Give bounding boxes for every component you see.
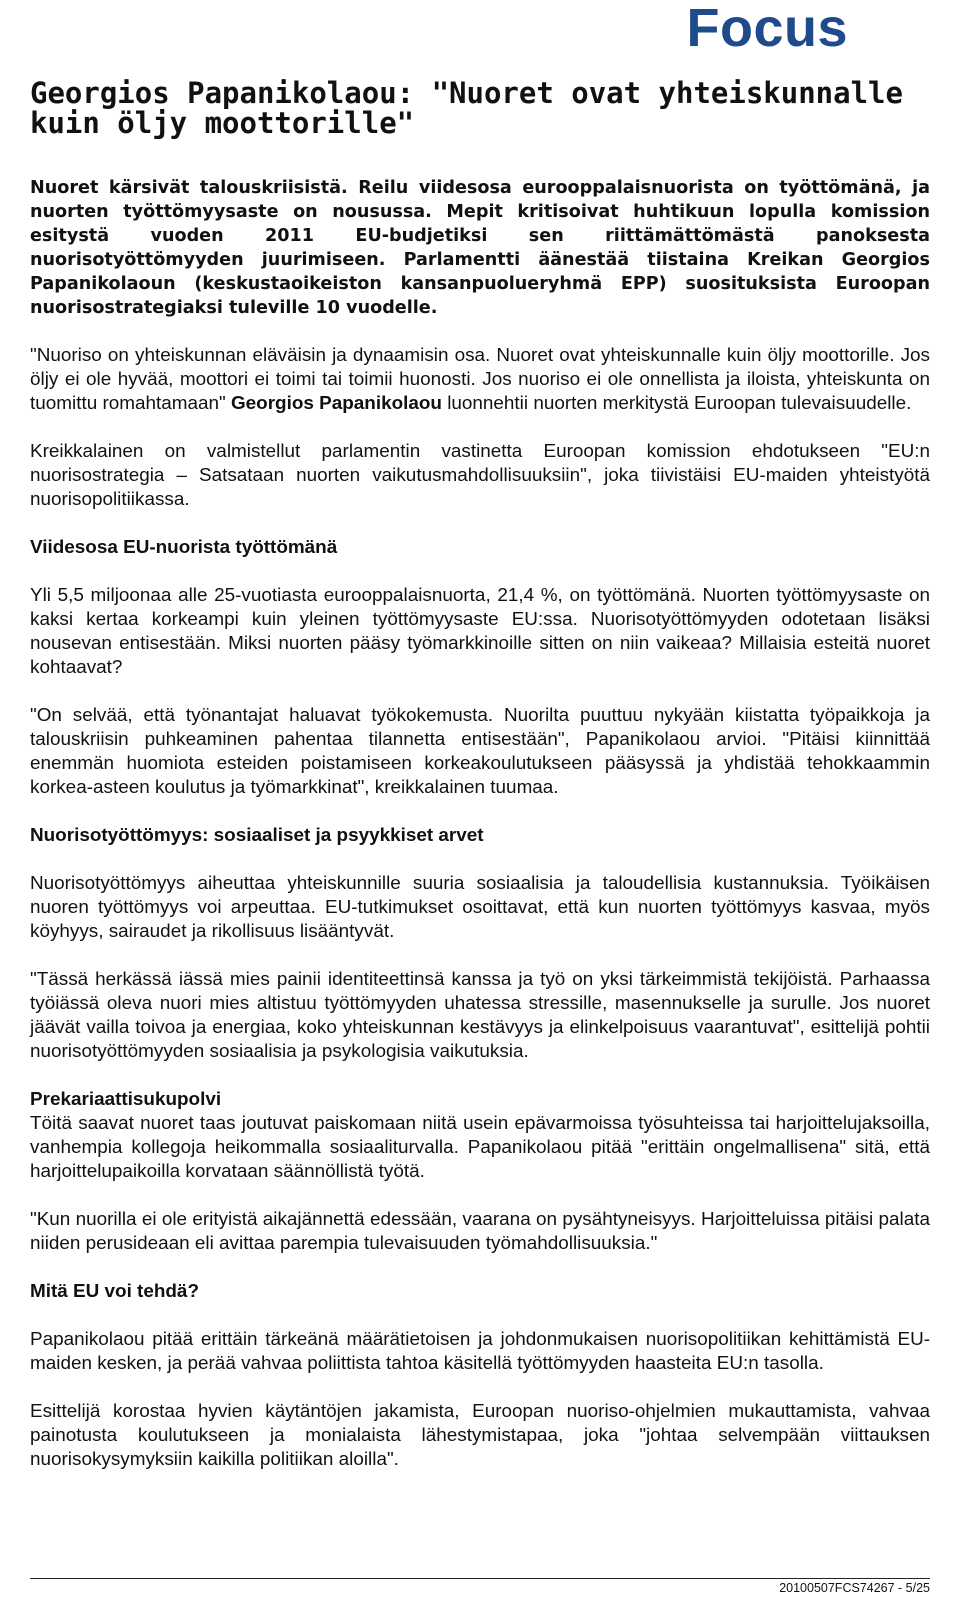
section-label-focus: Focus [686,0,848,58]
paragraph-3: Yli 5,5 miljoonaa alle 25-vuotiasta eurooppalaisnuorta, 21,4 %, on työttömänä. Nuorten työttömyysaste on kaksi kertaa korkeampi kuin yleinen työttömyysaste EU:ssa. Nuorisotyöttömyyden odotetaan lisäksi nousevan entisestään. Miksi nuorten pääsy työmarkkinoille sitten on niin vaikeaa? Millaisia esteitä nuoret kohtaavat? [30,585,930,678]
footer-doc-code: 20100507FCS74267 - 5/25 [779,1581,930,1595]
article-title: Georgios Papanikolaou: "Nuoret ovat yhteiskunnalle kuin öljy moottorille" [30,76,903,140]
paragraph-2: Kreikkalainen on valmistellut parlamentin vastinetta Euroopan komission ehdotukseen "EU:n nuorisostrategia – Satsataan nuorten vaikutusmahdollisuuksiin", joka tiivistäisi EU-maiden yhteistyötä nuorisopolitiikassa. [30,441,930,510]
paragraph-7: Töitä saavat nuoret taas joutuvat paiskomaan niitä usein epävarmoissa työsuhteissa tai harjoittelujaksoilla, vanhempia kollegoja heikommalla sosiaaliturvalla. Papanikolaou pitää "erittäin ongelmallisena" sitä, että harjoittelupaikoilla korvataan säännöllistä työtä. [30,1113,930,1182]
paragraph-9: Papanikolaou pitää erittäin tärkeänä määrätietoisen ja johdonmukaisen nuorisopolitiikan kehittämistä EU-maiden kesken, ja perää vahvaa poliittista tahtoa käsitellä työttömyyden haasteita EU:n tasolla. [30,1329,930,1374]
heading-nuorisotyottomyys: Nuorisotyöttömyys: sosiaaliset ja psyykkiset arvet [30,825,484,846]
paragraph-1 [30,344,930,416]
paragraph-1-end: luonnehtii nuorten merkitystä Euroopan tulevaisuudelle. [441,393,912,414]
heading-prekariaatti: Prekariaattisukupolvi [30,1089,222,1110]
paragraph-6: "Tässä herkässä iässä mies painii identiteettinsä kanssa ja työ on yksi tärkeimmistä tekijöistä. Parhaassa työiässä oleva nuori mies altistuu työttömyyden uhatessa stressille, masennukselle ja surulle. Jos nuoret jäävät vailla toivoa ja energiaa, koko yhteiskunnan kestävyys ja elinkelpoisuus vaarantuvat", esittelijä pohtii nuorisotyöttömyyden sosiaalisia ja psykologisia vaikutuksia. [30,969,930,1062]
heading-mita-eu: Mitä EU voi tehdä? [30,1281,199,1302]
paragraph-10: Esittelijä korostaa hyvien käytäntöjen jakamista, Euroopan nuoriso-ohjelmien mukauttamista, vahvaa painotusta koulutukseen ja monialaista lähestymistapaa, joka "johtaa selvempään viittauksen nuorisokysymyksiin kaikilla politiikan aloilla". [30,1401,930,1470]
paragraph-5: Nuorisotyöttömyys aiheuttaa yhteiskunnille suuria sosiaalisia ja taloudellisia kustannuksia. Työikäisen nuoren työttömyys voi arpeuttaa. EU-tutkimukset osoittavat, että kun nuorten työttömyys kasvaa, myös köyhyys, sairaudet ja rikollisuus lisääntyvät. [30,873,930,942]
paragraph-1-name: Georgios Papanikolaou [230,393,442,414]
article [30,78,930,1496]
heading-viidesosa: Viidesosa EU-nuorista työttömänä [30,537,338,558]
paragraph-8: "Kun nuorilla ei ole erityistä aikajännettä edessään, vaarana on pysähtyneisyys. Harjoitteluissa pitäisi palata niiden perusideaan eli avittaa parempia tulevaisuuden työmahdollisuuksia." [30,1209,930,1254]
article-lead: Nuoret kärsivät talouskriisistä. Reilu viidesosa eurooppalaisnuorista on työttömänä, ja nuorten työttömyysaste on nousussa. Mepit kritisoivat huhtikuun lopulla komission esitystä vuoden 2011 EU-budjetiksi sen riittämättömästä panoksesta nuorisotyöttömyyden juurimiseen. Parlamentti äänestää tiistaina Kreikan Georgios Papanikolaoun (keskustaoikeiston kansanpuolueryhmä EPP) suosituksista Euroopan nuorisostrategiaksi tuleville 10 vuodelle. [30,178,930,318]
footer-divider [30,1578,930,1579]
paragraph-4: "On selvää, että työnantajat haluavat työkokemusta. Nuorilta puuttuu nykyään kiistatta työpaikkoja ja talouskriisin puhkeaminen pahentaa tilannetta entisestään", Papanikolaou arvioi. "Pitäisi kiinnittää enemmän huomiota esteiden poistamiseen korkeakoulutukseen pääsyssä ja yhdistää tehokkaammin korkea-asteen koulutus ja työmarkkinat", kreikkalainen tuumaa. [30,705,930,798]
paragraph-1-quote: "Nuoriso on yhteiskunnan eläväisin ja dynaamisin osa. Nuoret ovat yhteiskunnalle kuin öljy moottorille. Jos öljy ei ole hyvää, moottori ei toimi tai toimii huonosti. Jos nuoriso ei ole onnellista ja iloista, yhteiskunta on tuomittu romahtamaan" [30,345,930,414]
